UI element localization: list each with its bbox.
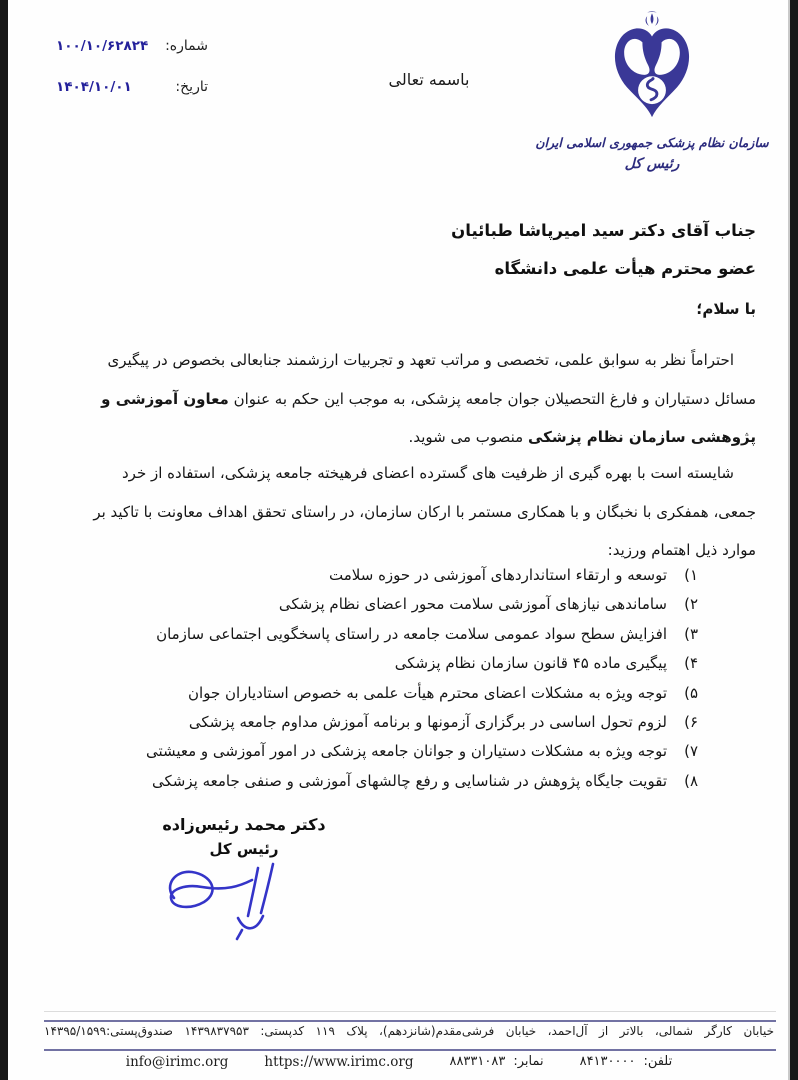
footer-rule-top [44, 1020, 776, 1022]
footer-email: info@irimc.org [125, 1054, 229, 1070]
footer-faint-line [44, 1011, 776, 1012]
list-item-number: ۲) [684, 595, 698, 614]
body-paragraph-1 [44, 341, 756, 457]
appointment-title-bold: پژوهشی سازمان نظام پزشکی [527, 428, 756, 446]
paragraph-text: منصوب می شوید. [408, 428, 528, 446]
list-item-text: ساماندهی نیازهای آموزشی سلامت محور اعضای نظام پزشکی [278, 595, 667, 614]
paragraph-text: مسائل دستیاران و فارغ التحصیلان جوان جامعه پزشکی، به موجب این حکم به عنوان [228, 389, 756, 408]
scan-border-left [0, 0, 8, 1080]
footer-telephone [580, 1054, 673, 1070]
telephone-value: ۸۴۱۳۰۰۰۰ [579, 1054, 636, 1069]
fax-value: ۸۸۳۳۱۰۸۳ [449, 1054, 506, 1069]
paragraph-line: موارد ذیل اهتمام ورزید: [607, 541, 756, 559]
list-item-text: لزوم تحول اساسی در برگزاری آزمونها و برنامه آموزش مداوم جامعه پزشکی [188, 712, 667, 731]
salutation: با سلام؛ [696, 300, 756, 318]
recipient-title: عضو محترم هیأت علمی دانشگاه [494, 259, 756, 278]
list-item-number: ۱) [684, 566, 698, 584]
organization-role: رئیس کل [624, 156, 680, 172]
signer-name: دکتر محمد رئیس‌زاده [162, 815, 326, 834]
letter-meta [56, 38, 208, 120]
irimc-logo-icon [604, 10, 700, 132]
appointment-title-bold: معاون آموزشی و [101, 389, 229, 408]
duties-list [146, 566, 698, 801]
organization-name: سازمان نظام پزشکی جمهوری اسلامی ایران [535, 135, 769, 150]
list-item-text: افزایش سطح سواد عمومی سلامت جامعه در راستای پاسخگویی اجتماعی سازمان [156, 624, 667, 643]
fax-label: نمابر: [513, 1054, 544, 1069]
list-item-number: ۴) [684, 654, 698, 673]
paragraph-line [44, 380, 756, 419]
footer-website: https://www.irimc.org [264, 1054, 414, 1070]
list-item-text: پیگیری ماده ۴۵ قانون سازمان نظام پزشکی [394, 654, 667, 673]
letter-date-row [56, 79, 208, 95]
footer-address: خیابان کارگر شمالی، بالاتر از آل‌احمد، خیابان فرشی‌مقدم(شانزدهم)، پلاک ۱۱۹ کدپستی: ۱۴۳۹۸۳۷۹۵۳ صندوق‌پستی:۱۴۳۹۵/۱۵۹۹ [44, 1024, 774, 1038]
irimc-logo-block [530, 10, 774, 172]
list-item [146, 625, 698, 654]
signature-block [146, 813, 342, 861]
signer-title: رئیس کل [209, 840, 279, 858]
list-item-text: توسعه و ارتقاء استانداردهای آموزشی در حوزه سلامت [329, 566, 667, 584]
iran-emblem-icon [646, 11, 659, 26]
list-item-number: ۶) [684, 712, 698, 731]
handwritten-signature [152, 858, 312, 942]
list-item [146, 654, 698, 683]
list-item [146, 742, 698, 771]
list-item-number: ۵) [684, 683, 698, 702]
recipient-name: جناب آقای دکتر سید امیرپاشا طبائیان [451, 221, 756, 240]
list-item-number: ۸) [684, 771, 698, 790]
list-item [146, 595, 698, 624]
list-item-number: ۷) [684, 742, 698, 761]
list-item-text: تقویت جایگاه پژوهش در شناسایی و رفع چالشهای آموزشی و صنفی جامعه پزشکی [152, 771, 667, 790]
paragraph-line: احتراماً نظر به سوابق علمی، تخصصی و مراتب تعهد و تجربیات ارزشمند جنابعالی بخصوص در پیگیری [107, 351, 734, 369]
letter-number-label: شماره: [165, 38, 208, 54]
paragraph-line: جمعی، همفکری با نخبگان و با همکاری مستمر با ارکان سازمان، در راستای تحقق اهداف معاونت با تاکید بر [93, 502, 756, 521]
list-item-text: توجه ویژه به مشکلات دستیاران و جوانان جامعه پزشکی در امور آموزشی و معیشتی [145, 742, 667, 761]
letter-date-label: تاریخ: [175, 79, 208, 95]
footer-rule-bottom [44, 1049, 776, 1051]
list-item-number: ۳) [684, 624, 698, 643]
letter-date-value: ۱۴۰۴/۱۰/۰۱ [56, 79, 132, 95]
list-item [146, 684, 698, 713]
scan-border-right [790, 0, 798, 1080]
letter-number-value: ۱۰۰/۱۰/۶۲۸۲۴ [56, 38, 149, 54]
list-item [146, 566, 698, 595]
paragraph-line: شایسته است با بهره گیری از ظرفیت های گسترده اعضای فرهیخته جامعه پزشکی، استفاده از خرد [121, 464, 734, 482]
paragraph-line [44, 418, 756, 457]
list-item [146, 713, 698, 742]
list-item [146, 772, 698, 801]
list-item-text: توجه ویژه به مشکلات اعضای محترم هیأت علمی به خصوص استادیاران جوان [188, 683, 667, 702]
telephone-label: تلفن: [643, 1054, 673, 1069]
body-paragraph-2 [44, 454, 756, 570]
recipient-block [451, 212, 756, 288]
besmele-heading: باسمه تعالی [388, 70, 470, 89]
footer-fax [449, 1054, 543, 1070]
footer-contacts [22, 1054, 776, 1070]
letter-number-row [56, 38, 208, 54]
